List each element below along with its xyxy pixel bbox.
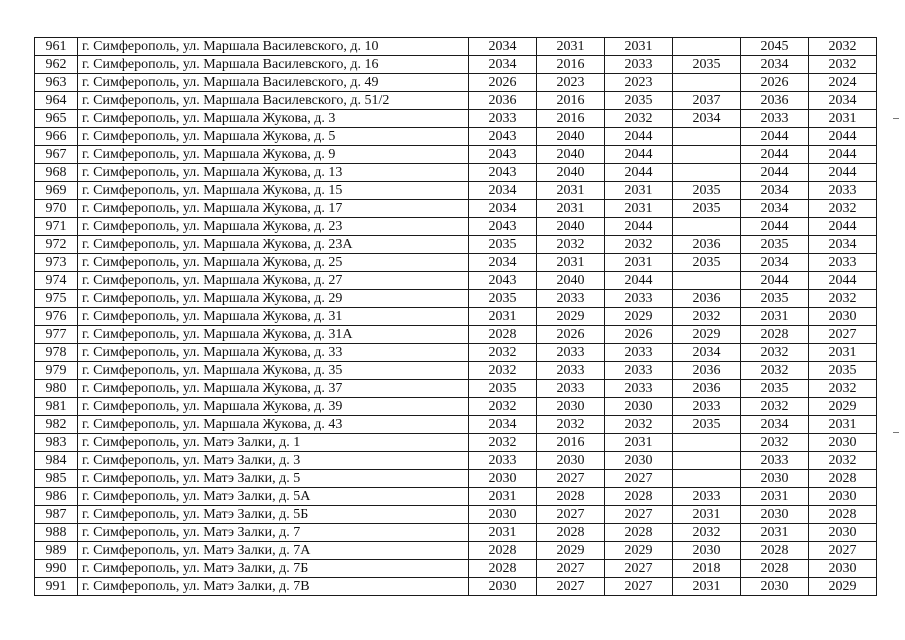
row-number-cell: 961 [35, 38, 78, 56]
row-number-cell: 964 [35, 92, 78, 110]
year-cell-3: 2044 [605, 272, 673, 290]
year-cell-3: 2032 [605, 416, 673, 434]
year-cell-3: 2028 [605, 488, 673, 506]
year-cell-3: 2031 [605, 434, 673, 452]
year-cell-4: 2018 [673, 560, 741, 578]
scan-mark [893, 432, 899, 433]
year-cell-1: 2034 [469, 182, 537, 200]
year-cell-2: 2023 [537, 74, 605, 92]
year-cell-4: 2035 [673, 254, 741, 272]
year-cell-5: 2033 [741, 452, 809, 470]
year-cell-1: 2032 [469, 434, 537, 452]
year-cell-4: 2035 [673, 416, 741, 434]
year-cell-4: 2031 [673, 506, 741, 524]
year-cell-6: 2044 [809, 218, 877, 236]
address-cell: г. Симферополь, ул. Матэ Залки, д. 5Б [78, 506, 469, 524]
row-number-cell: 965 [35, 110, 78, 128]
year-cell-4: 2034 [673, 344, 741, 362]
year-cell-1: 2032 [469, 344, 537, 362]
year-cell-4 [673, 272, 741, 290]
year-cell-1: 2035 [469, 380, 537, 398]
year-cell-3: 2027 [605, 578, 673, 596]
table-row [35, 488, 877, 506]
year-cell-4: 2035 [673, 56, 741, 74]
table-row [35, 416, 877, 434]
row-number-cell: 976 [35, 308, 78, 326]
year-cell-6: 2032 [809, 200, 877, 218]
address-cell: г. Симферополь, ул. Матэ Залки, д. 1 [78, 434, 469, 452]
year-cell-3: 2028 [605, 524, 673, 542]
row-number-cell: 984 [35, 452, 78, 470]
year-cell-2: 2033 [537, 344, 605, 362]
year-cell-2: 2026 [537, 326, 605, 344]
row-number-cell: 988 [35, 524, 78, 542]
year-cell-4: 2036 [673, 380, 741, 398]
row-number-cell: 967 [35, 146, 78, 164]
year-cell-5: 2034 [741, 200, 809, 218]
table-row [35, 434, 877, 452]
row-number-cell: 979 [35, 362, 78, 380]
year-cell-4 [673, 218, 741, 236]
year-cell-2: 2040 [537, 128, 605, 146]
year-cell-4: 2030 [673, 542, 741, 560]
year-cell-3: 2033 [605, 56, 673, 74]
row-number-cell: 983 [35, 434, 78, 452]
year-cell-2: 2040 [537, 164, 605, 182]
row-number-cell: 982 [35, 416, 78, 434]
address-cell: г. Симферополь, ул. Маршала Жукова, д. 35 [78, 362, 469, 380]
row-number-cell: 980 [35, 380, 78, 398]
table-row [35, 398, 877, 416]
year-cell-5: 2030 [741, 506, 809, 524]
year-cell-4: 2029 [673, 326, 741, 344]
row-number-cell: 974 [35, 272, 78, 290]
year-cell-5: 2044 [741, 164, 809, 182]
table-row [35, 560, 877, 578]
address-cell: г. Симферополь, ул. Маршала Жукова, д. 27 [78, 272, 469, 290]
year-cell-2: 2033 [537, 380, 605, 398]
year-cell-5: 2044 [741, 128, 809, 146]
year-cell-3: 2031 [605, 182, 673, 200]
year-cell-6: 2032 [809, 380, 877, 398]
row-number-cell: 987 [35, 506, 78, 524]
year-cell-6: 2033 [809, 254, 877, 272]
year-cell-4 [673, 434, 741, 452]
year-cell-6: 2034 [809, 92, 877, 110]
year-cell-3: 2032 [605, 110, 673, 128]
year-cell-3: 2044 [605, 164, 673, 182]
year-cell-1: 2035 [469, 290, 537, 308]
year-cell-1: 2033 [469, 452, 537, 470]
year-cell-6: 2027 [809, 326, 877, 344]
year-cell-4: 2034 [673, 110, 741, 128]
table-row [35, 308, 877, 326]
year-cell-4 [673, 164, 741, 182]
year-cell-2: 2028 [537, 524, 605, 542]
year-cell-4: 2035 [673, 182, 741, 200]
year-cell-3: 2044 [605, 128, 673, 146]
year-cell-4: 2036 [673, 290, 741, 308]
year-cell-3: 2033 [605, 290, 673, 308]
year-cell-2: 2032 [537, 416, 605, 434]
address-cell: г. Симферополь, ул. Маршала Жукова, д. 15 [78, 182, 469, 200]
scan-mark [893, 118, 899, 119]
row-number-cell: 973 [35, 254, 78, 272]
year-cell-6: 2044 [809, 164, 877, 182]
year-cell-1: 2028 [469, 326, 537, 344]
year-cell-4: 2032 [673, 308, 741, 326]
year-cell-2: 2031 [537, 182, 605, 200]
year-cell-6: 2030 [809, 560, 877, 578]
year-cell-6: 2044 [809, 146, 877, 164]
housing-schedule-table [34, 37, 877, 596]
table-row [35, 344, 877, 362]
year-cell-4: 2036 [673, 362, 741, 380]
row-number-cell: 971 [35, 218, 78, 236]
year-cell-3: 2031 [605, 254, 673, 272]
year-cell-3: 2029 [605, 542, 673, 560]
year-cell-6: 2031 [809, 344, 877, 362]
year-cell-6: 2044 [809, 272, 877, 290]
year-cell-4: 2037 [673, 92, 741, 110]
year-cell-2: 2027 [537, 470, 605, 488]
row-number-cell: 972 [35, 236, 78, 254]
year-cell-3: 2033 [605, 344, 673, 362]
year-cell-5: 2031 [741, 524, 809, 542]
table-row [35, 56, 877, 74]
year-cell-6: 2031 [809, 416, 877, 434]
row-number-cell: 963 [35, 74, 78, 92]
address-cell: г. Симферополь, ул. Маршала Жукова, д. 9 [78, 146, 469, 164]
year-cell-5: 2028 [741, 326, 809, 344]
year-cell-1: 2032 [469, 398, 537, 416]
year-cell-2: 2031 [537, 200, 605, 218]
table-row [35, 380, 877, 398]
year-cell-6: 2031 [809, 110, 877, 128]
address-cell: г. Симферополь, ул. Матэ Залки, д. 5А [78, 488, 469, 506]
year-cell-4: 2031 [673, 578, 741, 596]
year-cell-6: 2032 [809, 290, 877, 308]
year-cell-4: 2033 [673, 398, 741, 416]
year-cell-5: 2044 [741, 146, 809, 164]
table-row [35, 578, 877, 596]
row-number-cell: 969 [35, 182, 78, 200]
table-row [35, 164, 877, 182]
address-cell: г. Симферополь, ул. Маршала Жукова, д. 31 [78, 308, 469, 326]
year-cell-4 [673, 128, 741, 146]
year-cell-1: 2028 [469, 560, 537, 578]
row-number-cell: 966 [35, 128, 78, 146]
year-cell-6: 2028 [809, 470, 877, 488]
year-cell-4: 2033 [673, 488, 741, 506]
year-cell-4: 2036 [673, 236, 741, 254]
row-number-cell: 962 [35, 56, 78, 74]
year-cell-1: 2031 [469, 308, 537, 326]
year-cell-4 [673, 470, 741, 488]
year-cell-2: 2027 [537, 506, 605, 524]
table-row [35, 38, 877, 56]
address-cell: г. Симферополь, ул. Маршала Жукова, д. 37 [78, 380, 469, 398]
year-cell-1: 2030 [469, 470, 537, 488]
table-row [35, 542, 877, 560]
table-row [35, 146, 877, 164]
year-cell-2: 2033 [537, 362, 605, 380]
year-cell-1: 2034 [469, 38, 537, 56]
year-cell-6: 2033 [809, 182, 877, 200]
year-cell-3: 2031 [605, 200, 673, 218]
year-cell-6: 2032 [809, 452, 877, 470]
year-cell-2: 2016 [537, 110, 605, 128]
year-cell-6: 2032 [809, 56, 877, 74]
year-cell-1: 2031 [469, 488, 537, 506]
year-cell-2: 2027 [537, 560, 605, 578]
year-cell-4 [673, 38, 741, 56]
year-cell-5: 2045 [741, 38, 809, 56]
year-cell-5: 2028 [741, 560, 809, 578]
year-cell-3: 2035 [605, 92, 673, 110]
year-cell-6: 2029 [809, 578, 877, 596]
table-row [35, 326, 877, 344]
address-cell: г. Симферополь, ул. Маршала Василевского, д. 16 [78, 56, 469, 74]
address-cell: г. Симферополь, ул. Маршала Жукова, д. 25 [78, 254, 469, 272]
year-cell-6: 2034 [809, 236, 877, 254]
year-cell-1: 2043 [469, 272, 537, 290]
table-body [35, 38, 877, 596]
year-cell-2: 2030 [537, 398, 605, 416]
row-number-cell: 975 [35, 290, 78, 308]
table-row [35, 128, 877, 146]
year-cell-2: 2028 [537, 488, 605, 506]
address-cell: г. Симферополь, ул. Маршала Жукова, д. 17 [78, 200, 469, 218]
year-cell-5: 2044 [741, 218, 809, 236]
year-cell-2: 2029 [537, 542, 605, 560]
address-cell: г. Симферополь, ул. Маршала Жукова, д. 23А [78, 236, 469, 254]
row-number-cell: 970 [35, 200, 78, 218]
year-cell-3: 2033 [605, 362, 673, 380]
address-cell: г. Симферополь, ул. Маршала Жукова, д. 23 [78, 218, 469, 236]
year-cell-1: 2035 [469, 236, 537, 254]
year-cell-2: 2040 [537, 146, 605, 164]
address-cell: г. Симферополь, ул. Маршала Василевского, д. 49 [78, 74, 469, 92]
year-cell-1: 2031 [469, 524, 537, 542]
year-cell-6: 2029 [809, 398, 877, 416]
year-cell-1: 2032 [469, 362, 537, 380]
year-cell-2: 2032 [537, 236, 605, 254]
year-cell-4: 2035 [673, 200, 741, 218]
year-cell-2: 2031 [537, 38, 605, 56]
row-number-cell: 985 [35, 470, 78, 488]
year-cell-3: 2030 [605, 398, 673, 416]
row-number-cell: 978 [35, 344, 78, 362]
year-cell-3: 2031 [605, 38, 673, 56]
year-cell-3: 2032 [605, 236, 673, 254]
year-cell-5: 2032 [741, 398, 809, 416]
year-cell-6: 2028 [809, 506, 877, 524]
year-cell-5: 2026 [741, 74, 809, 92]
table-row [35, 200, 877, 218]
year-cell-2: 2029 [537, 308, 605, 326]
row-number-cell: 991 [35, 578, 78, 596]
year-cell-5: 2033 [741, 110, 809, 128]
year-cell-2: 2040 [537, 272, 605, 290]
year-cell-1: 2034 [469, 416, 537, 434]
year-cell-5: 2034 [741, 56, 809, 74]
table-row [35, 236, 877, 254]
row-number-cell: 989 [35, 542, 78, 560]
year-cell-1: 2034 [469, 56, 537, 74]
year-cell-5: 2030 [741, 470, 809, 488]
address-cell: г. Симферополь, ул. Маршала Жукова, д. 13 [78, 164, 469, 182]
year-cell-5: 2035 [741, 380, 809, 398]
year-cell-5: 2032 [741, 434, 809, 452]
year-cell-5: 2034 [741, 182, 809, 200]
year-cell-2: 2027 [537, 578, 605, 596]
year-cell-5: 2034 [741, 254, 809, 272]
year-cell-2: 2016 [537, 92, 605, 110]
address-cell: г. Симферополь, ул. Матэ Залки, д. 7А [78, 542, 469, 560]
year-cell-2: 2030 [537, 452, 605, 470]
year-cell-1: 2030 [469, 578, 537, 596]
year-cell-6: 2030 [809, 488, 877, 506]
table-row [35, 182, 877, 200]
address-cell: г. Симферополь, ул. Маршала Жукова, д. 39 [78, 398, 469, 416]
table-row [35, 254, 877, 272]
year-cell-3: 2027 [605, 470, 673, 488]
year-cell-1: 2036 [469, 92, 537, 110]
row-number-cell: 981 [35, 398, 78, 416]
year-cell-3: 2030 [605, 452, 673, 470]
table-row [35, 452, 877, 470]
table-row [35, 524, 877, 542]
year-cell-5: 2036 [741, 92, 809, 110]
year-cell-5: 2035 [741, 236, 809, 254]
year-cell-6: 2030 [809, 434, 877, 452]
address-cell: г. Симферополь, ул. Матэ Залки, д. 7 [78, 524, 469, 542]
year-cell-5: 2032 [741, 344, 809, 362]
address-cell: г. Симферополь, ул. Маршала Жукова, д. 31А [78, 326, 469, 344]
year-cell-2: 2016 [537, 434, 605, 452]
year-cell-1: 2034 [469, 254, 537, 272]
year-cell-1: 2034 [469, 200, 537, 218]
year-cell-1: 2043 [469, 128, 537, 146]
year-cell-1: 2030 [469, 506, 537, 524]
year-cell-3: 2044 [605, 218, 673, 236]
year-cell-5: 2034 [741, 416, 809, 434]
year-cell-4: 2032 [673, 524, 741, 542]
year-cell-3: 2026 [605, 326, 673, 344]
year-cell-5: 2028 [741, 542, 809, 560]
year-cell-2: 2031 [537, 254, 605, 272]
year-cell-4 [673, 74, 741, 92]
year-cell-1: 2028 [469, 542, 537, 560]
row-number-cell: 986 [35, 488, 78, 506]
year-cell-4 [673, 146, 741, 164]
year-cell-3: 2029 [605, 308, 673, 326]
year-cell-5: 2032 [741, 362, 809, 380]
year-cell-6: 2024 [809, 74, 877, 92]
table-row [35, 74, 877, 92]
address-cell: г. Симферополь, ул. Маршала Василевского, д. 10 [78, 38, 469, 56]
year-cell-5: 2044 [741, 272, 809, 290]
row-number-cell: 977 [35, 326, 78, 344]
address-cell: г. Симферополь, ул. Матэ Залки, д. 3 [78, 452, 469, 470]
year-cell-5: 2031 [741, 308, 809, 326]
year-cell-1: 2043 [469, 164, 537, 182]
year-cell-1: 2026 [469, 74, 537, 92]
address-cell: г. Симферополь, ул. Маршала Жукова, д. 43 [78, 416, 469, 434]
year-cell-5: 2035 [741, 290, 809, 308]
year-cell-4 [673, 452, 741, 470]
year-cell-1: 2033 [469, 110, 537, 128]
year-cell-6: 2032 [809, 38, 877, 56]
address-cell: г. Симферополь, ул. Маршала Жукова, д. 5 [78, 128, 469, 146]
table-row [35, 272, 877, 290]
row-number-cell: 990 [35, 560, 78, 578]
table-row [35, 362, 877, 380]
year-cell-1: 2043 [469, 218, 537, 236]
year-cell-3: 2033 [605, 380, 673, 398]
year-cell-5: 2031 [741, 488, 809, 506]
year-cell-3: 2027 [605, 560, 673, 578]
address-cell: г. Симферополь, ул. Маршала Жукова, д. 29 [78, 290, 469, 308]
address-cell: г. Симферополь, ул. Матэ Залки, д. 5 [78, 470, 469, 488]
year-cell-6: 2035 [809, 362, 877, 380]
year-cell-3: 2044 [605, 146, 673, 164]
table-row [35, 506, 877, 524]
table-row [35, 470, 877, 488]
address-cell: г. Симферополь, ул. Маршала Василевского, д. 51/2 [78, 92, 469, 110]
address-cell: г. Симферополь, ул. Маршала Жукова, д. 3 [78, 110, 469, 128]
table-row [35, 110, 877, 128]
row-number-cell: 968 [35, 164, 78, 182]
year-cell-6: 2044 [809, 128, 877, 146]
year-cell-3: 2027 [605, 506, 673, 524]
year-cell-2: 2016 [537, 56, 605, 74]
address-cell: г. Симферополь, ул. Маршала Жукова, д. 33 [78, 344, 469, 362]
table-row [35, 290, 877, 308]
year-cell-6: 2027 [809, 542, 877, 560]
year-cell-6: 2030 [809, 308, 877, 326]
year-cell-1: 2043 [469, 146, 537, 164]
year-cell-2: 2033 [537, 290, 605, 308]
year-cell-2: 2040 [537, 218, 605, 236]
year-cell-5: 2030 [741, 578, 809, 596]
year-cell-3: 2023 [605, 74, 673, 92]
table-row [35, 218, 877, 236]
table-row [35, 92, 877, 110]
address-cell: г. Симферополь, ул. Матэ Залки, д. 7Б [78, 560, 469, 578]
address-cell: г. Симферополь, ул. Матэ Залки, д. 7В [78, 578, 469, 596]
year-cell-6: 2030 [809, 524, 877, 542]
